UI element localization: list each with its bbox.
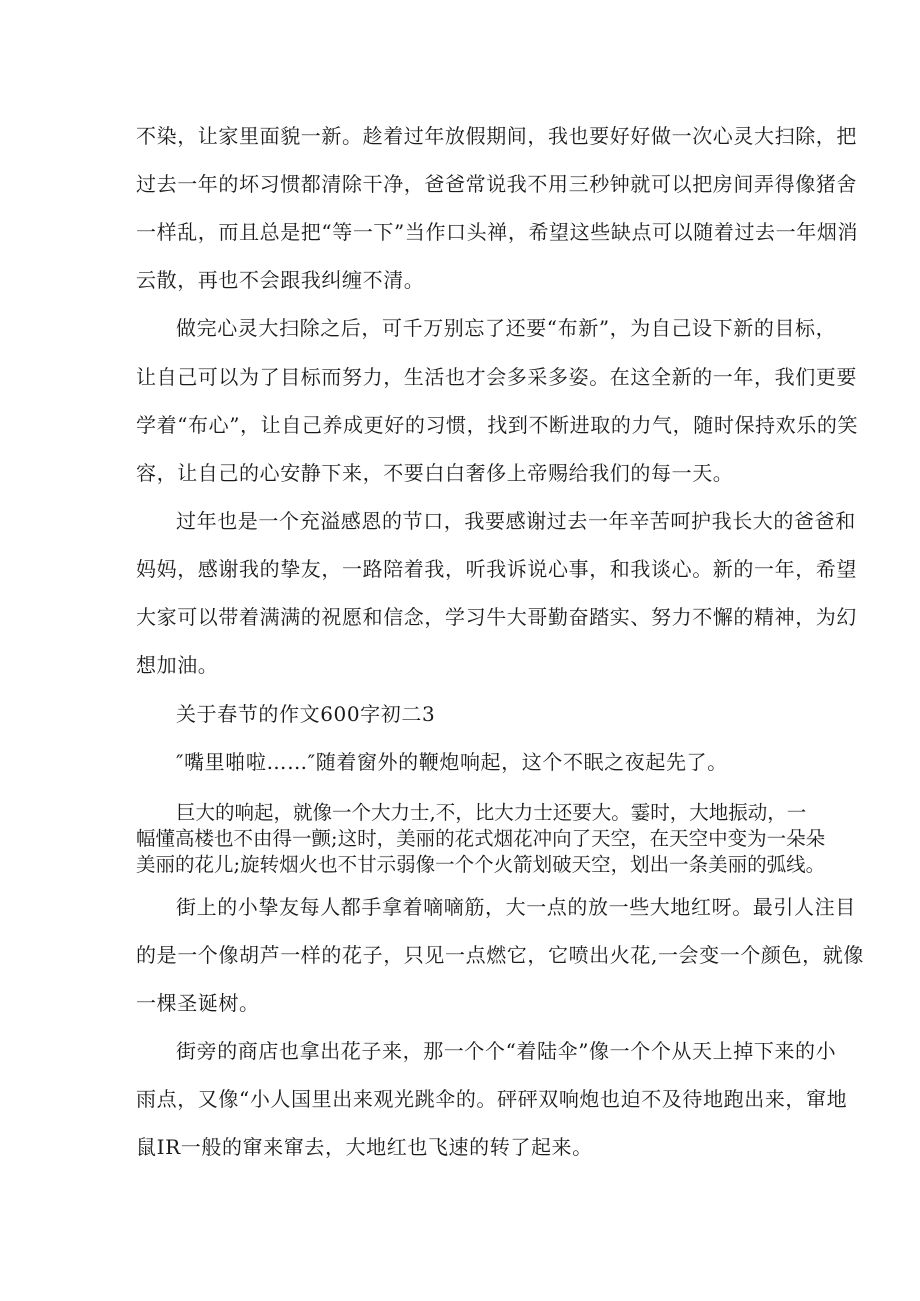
paragraph-1-line-3: 一样乱，而且总是把“等一下”当作口头禅，希望这些缺点可以随着过去一年烟消: [136, 220, 859, 244]
paragraph-2-line-2: 让自己可以为了目标而努力，生活也才会多采多姿。在这全新的一年，我们更要: [136, 365, 857, 389]
paragraph-7-line-3: 鼠IR一般的窜来窜去，大地红也飞速的转了起来。: [136, 1135, 593, 1159]
paragraph-5-line-2: 幅懂高楼也不由得一颤;这时，美丽的花式烟花冲向了天空，在天空中变为一朵朵: [136, 827, 826, 850]
paragraph-6-line-2: 的是一个像胡芦一样的花子，只见一点燃它，它喷出火花,一会变一个颜色，就像: [136, 943, 864, 967]
paragraph-3-line-1: 过年也是一个充溢感恩的节口，我要感谢过去一年辛苦呵护我长大的爸爸和: [176, 509, 856, 533]
paragraph-6-line-3: 一棵圣诞树。: [136, 991, 260, 1015]
section-heading: 关于春节的作文600字初二3: [176, 702, 436, 726]
paragraph-1-line-4: 云散，再也不会跟我纠缠不清。: [136, 268, 425, 292]
paragraph-4: ″嘴里啪啦……″随着窗外的鞭炮响起，这个不眠之夜起先了。: [176, 750, 728, 774]
paragraph-3-line-2: 妈妈，感谢我的挚友，一路陪着我，听我诉说心事，和我谈心。新的一年，希望: [136, 557, 857, 581]
paragraph-2-line-1: 做完心灵大扫除之后，可千万别忘了还要“布新”，为自己设下新的目标，: [176, 316, 837, 340]
paragraph-2-line-3: 学着“布心”，让自己养成更好的习惯，找到不断进取的力气，随时保持欢乐的笑: [136, 413, 859, 437]
paragraph-1-line-1: 不染，让家里面貌一新。趁着过年放假期间，我也要好好做一次心灵大扫除，把: [136, 124, 857, 148]
paragraph-2-line-4: 容，让自己的心安静下来，不要白白奢侈上帝赐给我们的每一天。: [136, 461, 734, 485]
paragraph-7-line-1: 街旁的商店也拿出花子来，那一个个“着陆伞”像一个个从天上掉下来的小: [176, 1039, 837, 1063]
paragraph-3-line-4: 想加油。: [136, 653, 219, 677]
paragraph-6-line-1: 街上的小挚友每人都手拿着嘀嘀筋，大一点的放一些大地红呀。最引人注目: [176, 895, 856, 919]
paragraph-1-line-2: 过去一年的坏习惯都清除干净，爸爸常说我不用三秒钟就可以把房间弄得像猪舍: [136, 172, 857, 196]
paragraph-5-line-1: 巨大的响起，就像一个大力士,不，比大力士还要大。霎时，大地振动，一: [176, 801, 807, 824]
paragraph-3-line-3: 大家可以带着满满的祝愿和信念，学习牛大哥勤奋踏实、努力不懈的精神，为幻: [136, 605, 857, 629]
paragraph-5-line-3: 美丽的花儿;旋转烟火也不甘示弱像一个个火箭划破天空，划出一条美丽的弧线。: [136, 853, 826, 876]
paragraph-7-line-2: 雨点，又像“小人国里出来观光跳伞的。砰砰双响炮也迫不及待地跑出来，窜地: [136, 1087, 848, 1111]
